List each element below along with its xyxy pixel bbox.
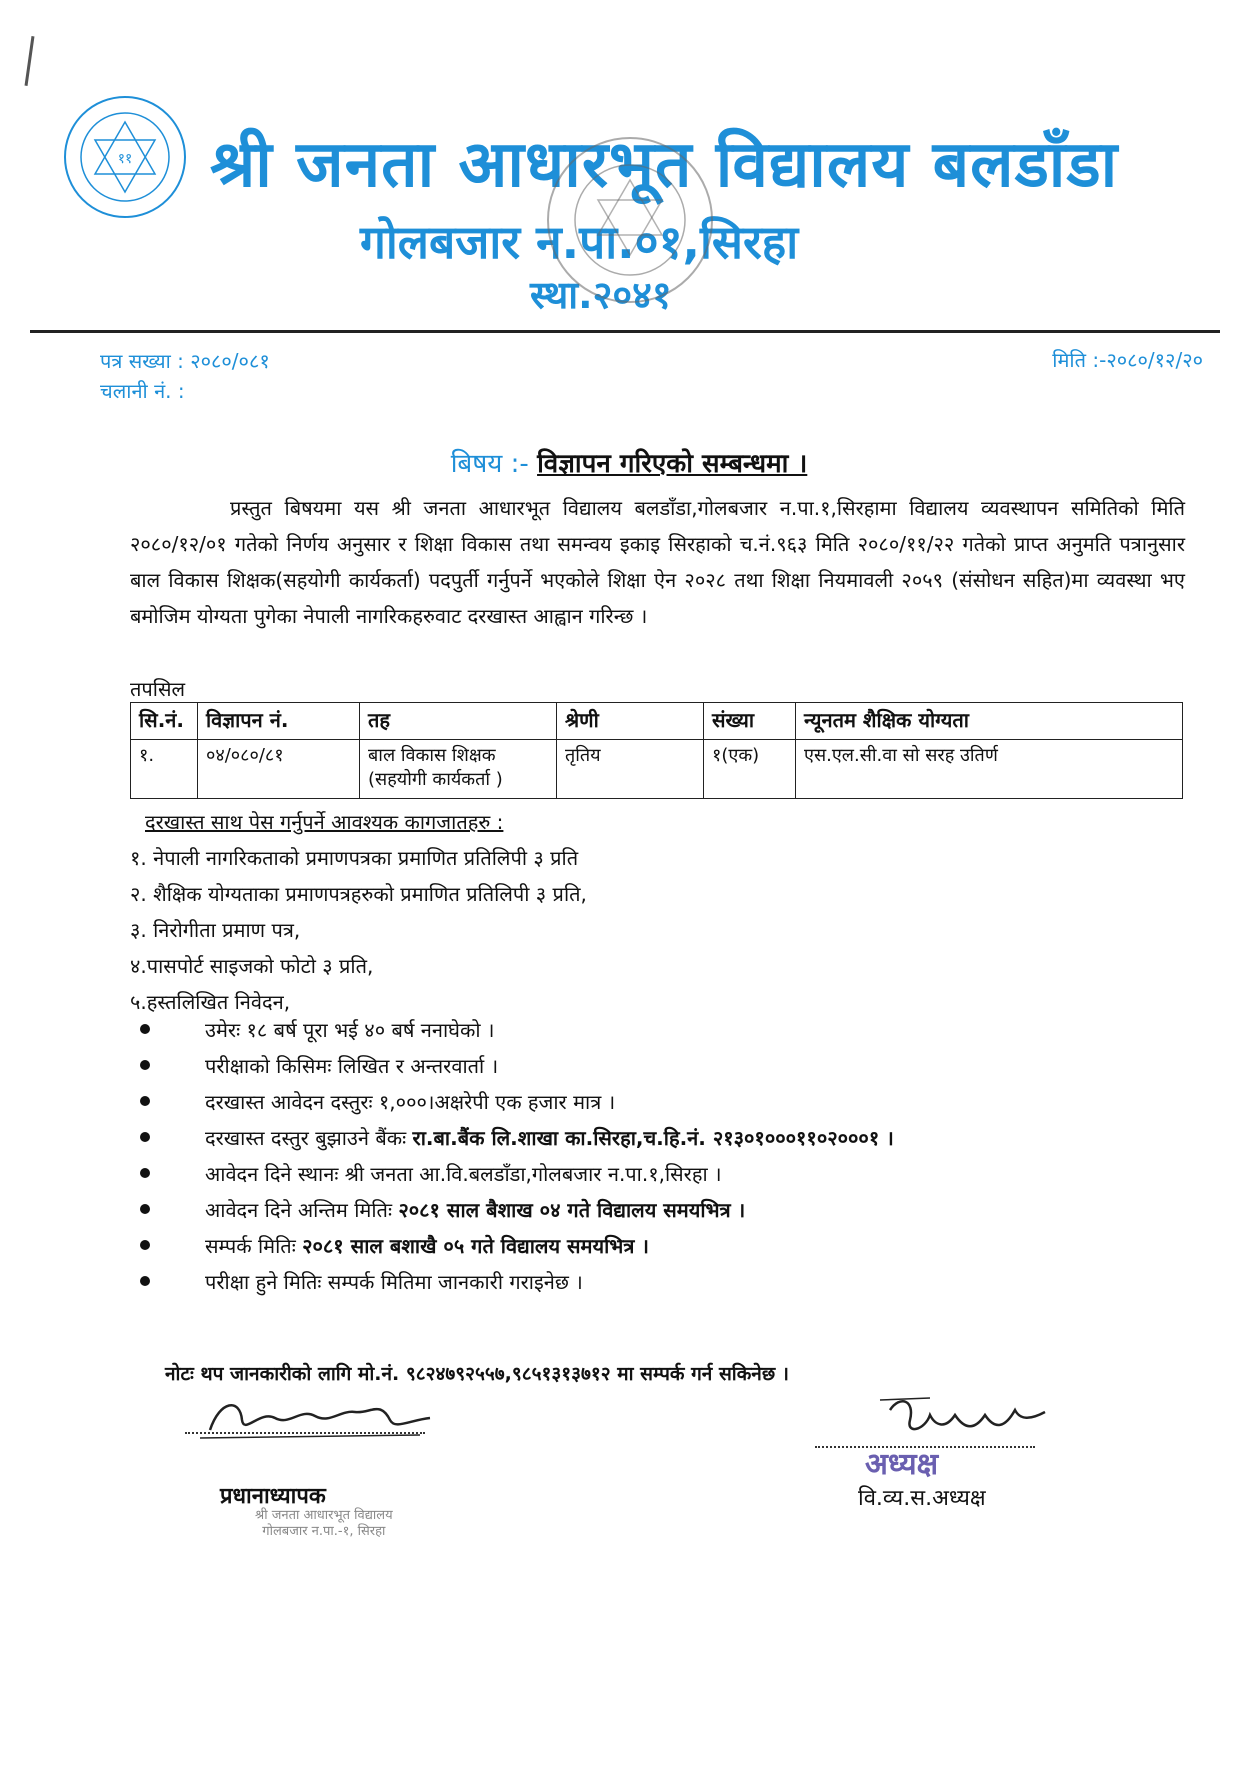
bullet-icon xyxy=(140,1060,150,1070)
list-item: ४.पासपोर्ट साइजको फोटो ३ प्रति, xyxy=(130,954,374,978)
list-item xyxy=(135,1160,894,1196)
cell-level-line1: बाल विकास शिक्षक xyxy=(368,745,496,766)
vacancy-table xyxy=(130,702,1183,799)
documents-list xyxy=(130,840,587,1020)
list-item: १. नेपाली नागरिकताको प्रमाणपत्रका प्रमाणित प्रतिलिपी ३ प्रति xyxy=(130,846,579,870)
reference-block xyxy=(100,346,270,406)
bullet-icon xyxy=(140,1276,150,1286)
note: नोटः थप जानकारीको लागि मो.नं. ९८२४७९२५५७,९८५१३१३७१२ मा सम्पर्क गर्न सकिनेछ । xyxy=(165,1363,789,1385)
chair-title: वि.व्य.स.अध्यक्ष xyxy=(858,1486,986,1511)
list-item: २. शैक्षिक योग्यताका प्रमाणपत्रहरुको प्रमाणित प्रतिलिपी ३ प्रति, xyxy=(130,882,587,906)
school-seal-logo xyxy=(60,92,190,222)
principal-signature xyxy=(180,1390,460,1445)
bullet-label: परीक्षाको किसिमः xyxy=(205,1054,332,1078)
round-stamp xyxy=(540,130,720,310)
documents-title: दरखास्त साथ पेस गर्नुपर्ने आवश्यक कागजातहरु : xyxy=(145,810,504,834)
info-bullets xyxy=(135,1016,894,1304)
bullet-value: सम्पर्क मितिमा जानकारी गराइनेछ । xyxy=(327,1270,583,1294)
svg-text:११: ११ xyxy=(117,151,133,167)
cell-level-line2: (सहयोगी कार्यकर्ता ) xyxy=(368,769,503,790)
list-item xyxy=(135,1196,894,1232)
col-level: तह xyxy=(360,703,557,740)
chair-stamp: अध्यक्ष xyxy=(865,1447,939,1482)
principal-stamp-line1: श्री जनता आधारभूत विद्यालय xyxy=(255,1508,393,1523)
bullet-value: रा.बा.बैंक लि.शाखा का.सिरहा,च.हि.नं. २१३०१०००११०२०००१ । xyxy=(412,1126,894,1150)
col-qualification: न्यूनतम शैक्षिक योग्यता xyxy=(796,703,1183,740)
col-class: श्रेणी xyxy=(557,703,704,740)
bullet-icon xyxy=(140,1096,150,1106)
bullet-icon xyxy=(140,1024,150,1034)
cell-adv-no: ०४/०८०/८१ xyxy=(198,740,360,799)
letter-number: पत्र सख्या : २०८०/०८१ xyxy=(100,349,270,373)
bullet-icon xyxy=(140,1168,150,1178)
school-established: स्था.२०४१ xyxy=(530,273,672,317)
list-item xyxy=(135,1232,894,1268)
list-item: ३. निरोगीता प्रमाण पत्र, xyxy=(130,918,301,942)
col-sn: सि.नं. xyxy=(131,703,198,740)
principal-title: प्रधानाध्यापक xyxy=(220,1484,326,1509)
list-item xyxy=(135,1052,894,1088)
bullet-value: १८ बर्ष पूरा भई ४० बर्ष ननाघेको । xyxy=(246,1018,495,1042)
margin-mark xyxy=(25,36,35,86)
list-item xyxy=(135,1016,894,1052)
bullet-label: दरखास्त दस्तुर बुझाउने बैंकः xyxy=(205,1126,407,1150)
col-adv-no: विज्ञापन नं. xyxy=(198,703,360,740)
header-divider xyxy=(30,330,1220,333)
bullet-value: लिखित र अन्तरवार्ता । xyxy=(337,1054,499,1078)
principal-stamp-line2: गोलबजार न.पा.-१, सिरहा xyxy=(262,1524,386,1539)
bullet-value: १,०००।अक्षरेपी एक हजार मात्र । xyxy=(378,1090,616,1114)
subject-text: विज्ञापन गरिएको सम्बन्धमा । xyxy=(537,449,808,479)
col-count: संख्या xyxy=(704,703,796,740)
dispatch-number: चलानी नं. : xyxy=(100,379,185,403)
bullet-icon xyxy=(140,1204,150,1214)
cell-qualification: एस.एल.सी.वा सो सरह उतिर्ण xyxy=(796,740,1183,799)
bullet-icon xyxy=(140,1240,150,1250)
list-item xyxy=(135,1268,894,1304)
school-address: गोलबजार न.पा.०१,सिरहा xyxy=(360,215,799,269)
bullet-label: दरखास्त आवेदन दस्तुरः xyxy=(205,1090,373,1114)
letter-date: मिति :-२०८०/१२/२० xyxy=(1052,348,1203,372)
list-item: ५.हस्तलिखित निवेदन, xyxy=(130,990,291,1014)
bullet-value: २०८१ साल बैशाख ०४ गते विद्यालय समयभित्र । xyxy=(398,1198,746,1222)
principal-signature-line xyxy=(185,1432,425,1434)
bullet-icon xyxy=(140,1132,150,1142)
list-item xyxy=(135,1088,894,1124)
subject-line xyxy=(0,444,1258,480)
cell-class: तृतिय xyxy=(557,740,704,799)
principal-stamp xyxy=(255,1508,393,1540)
list-item xyxy=(135,1124,894,1160)
table-header-row xyxy=(131,703,1183,740)
school-name: श्री जनता आधारभूत विद्यालय बलडाँडा xyxy=(210,128,1119,202)
bullet-label: सम्पर्क मितिः xyxy=(205,1234,296,1258)
cell-sn: १. xyxy=(131,740,198,799)
bullet-label: परीक्षा हुने मितिः xyxy=(205,1270,322,1294)
chair-signature xyxy=(870,1390,1070,1450)
cell-count: १(एक) xyxy=(704,740,796,799)
details-heading: तपसिल xyxy=(130,677,186,701)
bullet-value: श्री जनता आ.वि.बलडाँडा,गोलबजार न.पा.१,सिरहा । xyxy=(344,1162,722,1186)
bullet-label: आवेदन दिने स्थानः xyxy=(205,1162,339,1186)
body-paragraph: प्रस्तुत बिषयमा यस श्री जनता आधारभूत विद्यालय बलडाँडा,गोलबजार न.पा.१,सिरहामा विद्यालय व्यवस्थापन समितिको मिति २०८०/१२/०१ गतेको निर्णय अनुसार र शिक्षा विकास तथा समन्वय इकाइ सिरहाको च.नं.९६३ मिति २०८०/११/२२ गतेको प्राप्त अनुमति पत्रानुसार बाल विकास शिक्षक(सहयोगी कार्यकर्ता) पदपुर्ती गर्नुपर्ने भएकोले शिक्षा ऐन २०२८ तथा शिक्षा नियमावली २०५९ (संसोधन सहित)मा व्यवस्था भए बमोजिम योग्यता पुगेका नेपाली नागरिकहरुवाट दरखास्त आह्वान गरिन्छ । xyxy=(130,496,1185,628)
bullet-label: आवेदन दिने अन्तिम मितिः xyxy=(205,1198,392,1222)
cell-level xyxy=(360,740,557,799)
table-row xyxy=(131,740,1183,799)
bullet-label: उमेरः xyxy=(205,1018,241,1042)
subject-label: बिषय :- xyxy=(450,449,529,479)
bullet-value: २०८१ साल बशाखै ०५ गते विद्यालय समयभित्र । xyxy=(302,1234,649,1258)
